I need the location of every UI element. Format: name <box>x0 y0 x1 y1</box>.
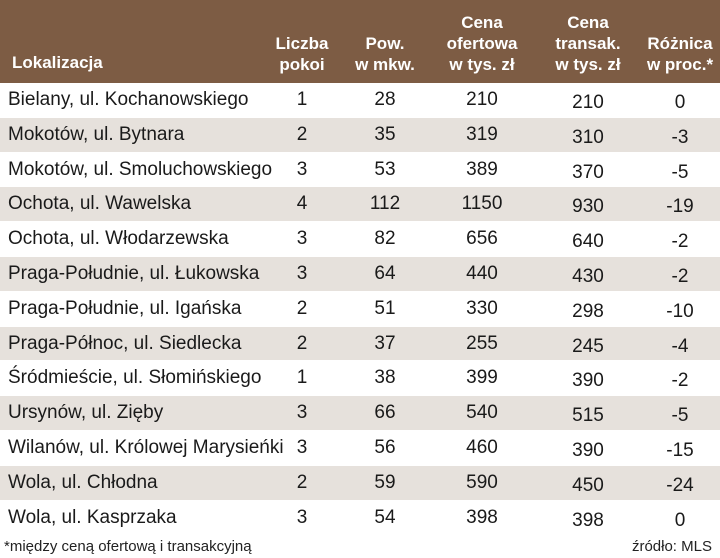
cell-offer: 330 <box>466 297 498 319</box>
cell-transaction: 515 <box>572 405 604 427</box>
table-row <box>0 361 720 396</box>
cell-transaction: 310 <box>572 126 604 148</box>
cell-offer: 590 <box>466 471 498 493</box>
cell-offer: 540 <box>466 402 498 424</box>
cell-diff: -5 <box>671 405 689 427</box>
cell-diff: -10 <box>666 300 694 322</box>
table-footer <box>0 536 720 558</box>
cell-area: 53 <box>374 158 396 180</box>
cell-diff: -4 <box>671 335 689 357</box>
cell-location: Mokotów, ul. Bytnara <box>8 123 185 145</box>
cell-area: 56 <box>374 436 396 458</box>
cell-rooms: 1 <box>296 89 308 110</box>
cell-offer: 398 <box>466 506 498 528</box>
cell-rooms: 2 <box>296 297 308 319</box>
cell-location: Ochota, ul. Włodarzewska <box>8 228 229 250</box>
cell-rooms: 3 <box>296 402 308 424</box>
cell-area: 82 <box>374 228 396 250</box>
cell-offer: 399 <box>466 367 498 389</box>
cell-area: 64 <box>374 262 396 284</box>
cell-rooms: 2 <box>296 123 308 145</box>
table-row <box>0 118 720 153</box>
cell-location: Ursynów, ul. Zięby <box>8 402 164 424</box>
header-transaction-price: Cena transak. w tys. zł <box>555 13 621 74</box>
table-row <box>0 187 720 222</box>
cell-offer: 389 <box>466 158 498 180</box>
cell-rooms: 3 <box>296 506 308 528</box>
cell-rooms: 3 <box>296 158 308 180</box>
cell-diff: -2 <box>671 370 689 392</box>
cell-location: Wola, ul. Kasprzaka <box>8 506 177 528</box>
cell-location: Śródmieście, ul. Słomińskiego <box>8 367 262 389</box>
cell-rooms: 3 <box>296 228 308 250</box>
table-row <box>0 222 720 257</box>
header-rooms: Liczba pokoi <box>275 34 329 74</box>
header-location: Lokalizacja <box>12 53 103 72</box>
cell-location: Mokotów, ul. Smoluchowskiego <box>8 158 273 180</box>
cell-area: 112 <box>369 193 401 215</box>
cell-diff: -15 <box>666 439 694 461</box>
cell-offer: 656 <box>466 228 498 250</box>
cell-rooms: 1 <box>296 367 308 389</box>
cell-transaction: 370 <box>572 161 604 183</box>
cell-location: Bielany, ul. Kochanowskiego <box>8 89 249 110</box>
cell-transaction: 450 <box>572 474 604 496</box>
cell-location: Wola, ul. Chłodna <box>8 471 158 493</box>
cell-location: Praga-Południe, ul. Łukowska <box>8 262 260 284</box>
cell-location: Wilanów, ul. Królowej Marysieńki <box>8 436 284 458</box>
cell-diff: -3 <box>671 126 689 148</box>
cell-transaction: 398 <box>572 509 604 531</box>
cell-diff: -2 <box>671 231 689 253</box>
table-row <box>0 257 720 292</box>
table-row <box>0 501 720 536</box>
cell-rooms: 4 <box>296 193 308 215</box>
table-row <box>0 327 720 362</box>
cell-rooms: 3 <box>296 436 308 458</box>
cell-area: 59 <box>374 471 396 493</box>
source-credit: źródło: MLS <box>631 538 712 555</box>
cell-offer: 440 <box>466 262 498 284</box>
header-offer-price: Cena ofertowa w tys. zł <box>446 13 518 74</box>
cell-offer: 210 <box>466 89 498 110</box>
cell-area: 54 <box>374 506 396 528</box>
table-row <box>0 292 720 327</box>
cell-transaction: 298 <box>572 300 604 322</box>
cell-area: 66 <box>374 402 396 424</box>
table-row <box>0 83 720 118</box>
cell-location: Ochota, ul. Wawelska <box>8 193 192 215</box>
cell-diff: -2 <box>671 265 689 287</box>
table-row <box>0 153 720 188</box>
cell-area: 28 <box>374 89 396 110</box>
cell-transaction: 640 <box>572 231 604 253</box>
cell-diff: -19 <box>666 196 694 218</box>
cell-diff: -24 <box>666 474 694 496</box>
cell-diff: 0 <box>674 509 686 531</box>
cell-transaction: 430 <box>572 265 604 287</box>
cell-offer: 255 <box>466 332 498 354</box>
cell-area: 51 <box>374 297 396 319</box>
cell-diff: -5 <box>671 161 689 183</box>
cell-location: Praga-Południe, ul. Igańska <box>8 297 242 319</box>
footnote: *między ceną ofertową i transakcyjną <box>4 538 252 555</box>
cell-rooms: 3 <box>296 262 308 284</box>
table-row <box>0 396 720 431</box>
cell-transaction: 930 <box>572 196 604 218</box>
cell-area: 38 <box>374 367 396 389</box>
header-area: Pow. w mkw. <box>355 34 415 74</box>
cell-transaction: 390 <box>572 370 604 392</box>
table-row <box>0 431 720 466</box>
cell-location: Praga-Północ, ul. Siedlecka <box>8 332 242 354</box>
cell-offer: 460 <box>466 436 498 458</box>
table-row <box>0 466 720 501</box>
cell-diff: 0 <box>674 92 686 113</box>
cell-offer: 1150 <box>461 193 503 215</box>
cell-offer: 319 <box>466 123 498 145</box>
cell-rooms: 2 <box>296 471 308 493</box>
table-header <box>0 0 720 83</box>
cell-rooms: 2 <box>296 332 308 354</box>
cell-transaction: 245 <box>572 335 604 357</box>
cell-transaction: 210 <box>572 92 604 113</box>
cell-area: 35 <box>374 123 396 145</box>
table-body <box>0 83 720 535</box>
cell-transaction: 390 <box>572 439 604 461</box>
cell-area: 37 <box>374 332 396 354</box>
header-difference: Różnica w proc.* <box>646 34 714 74</box>
